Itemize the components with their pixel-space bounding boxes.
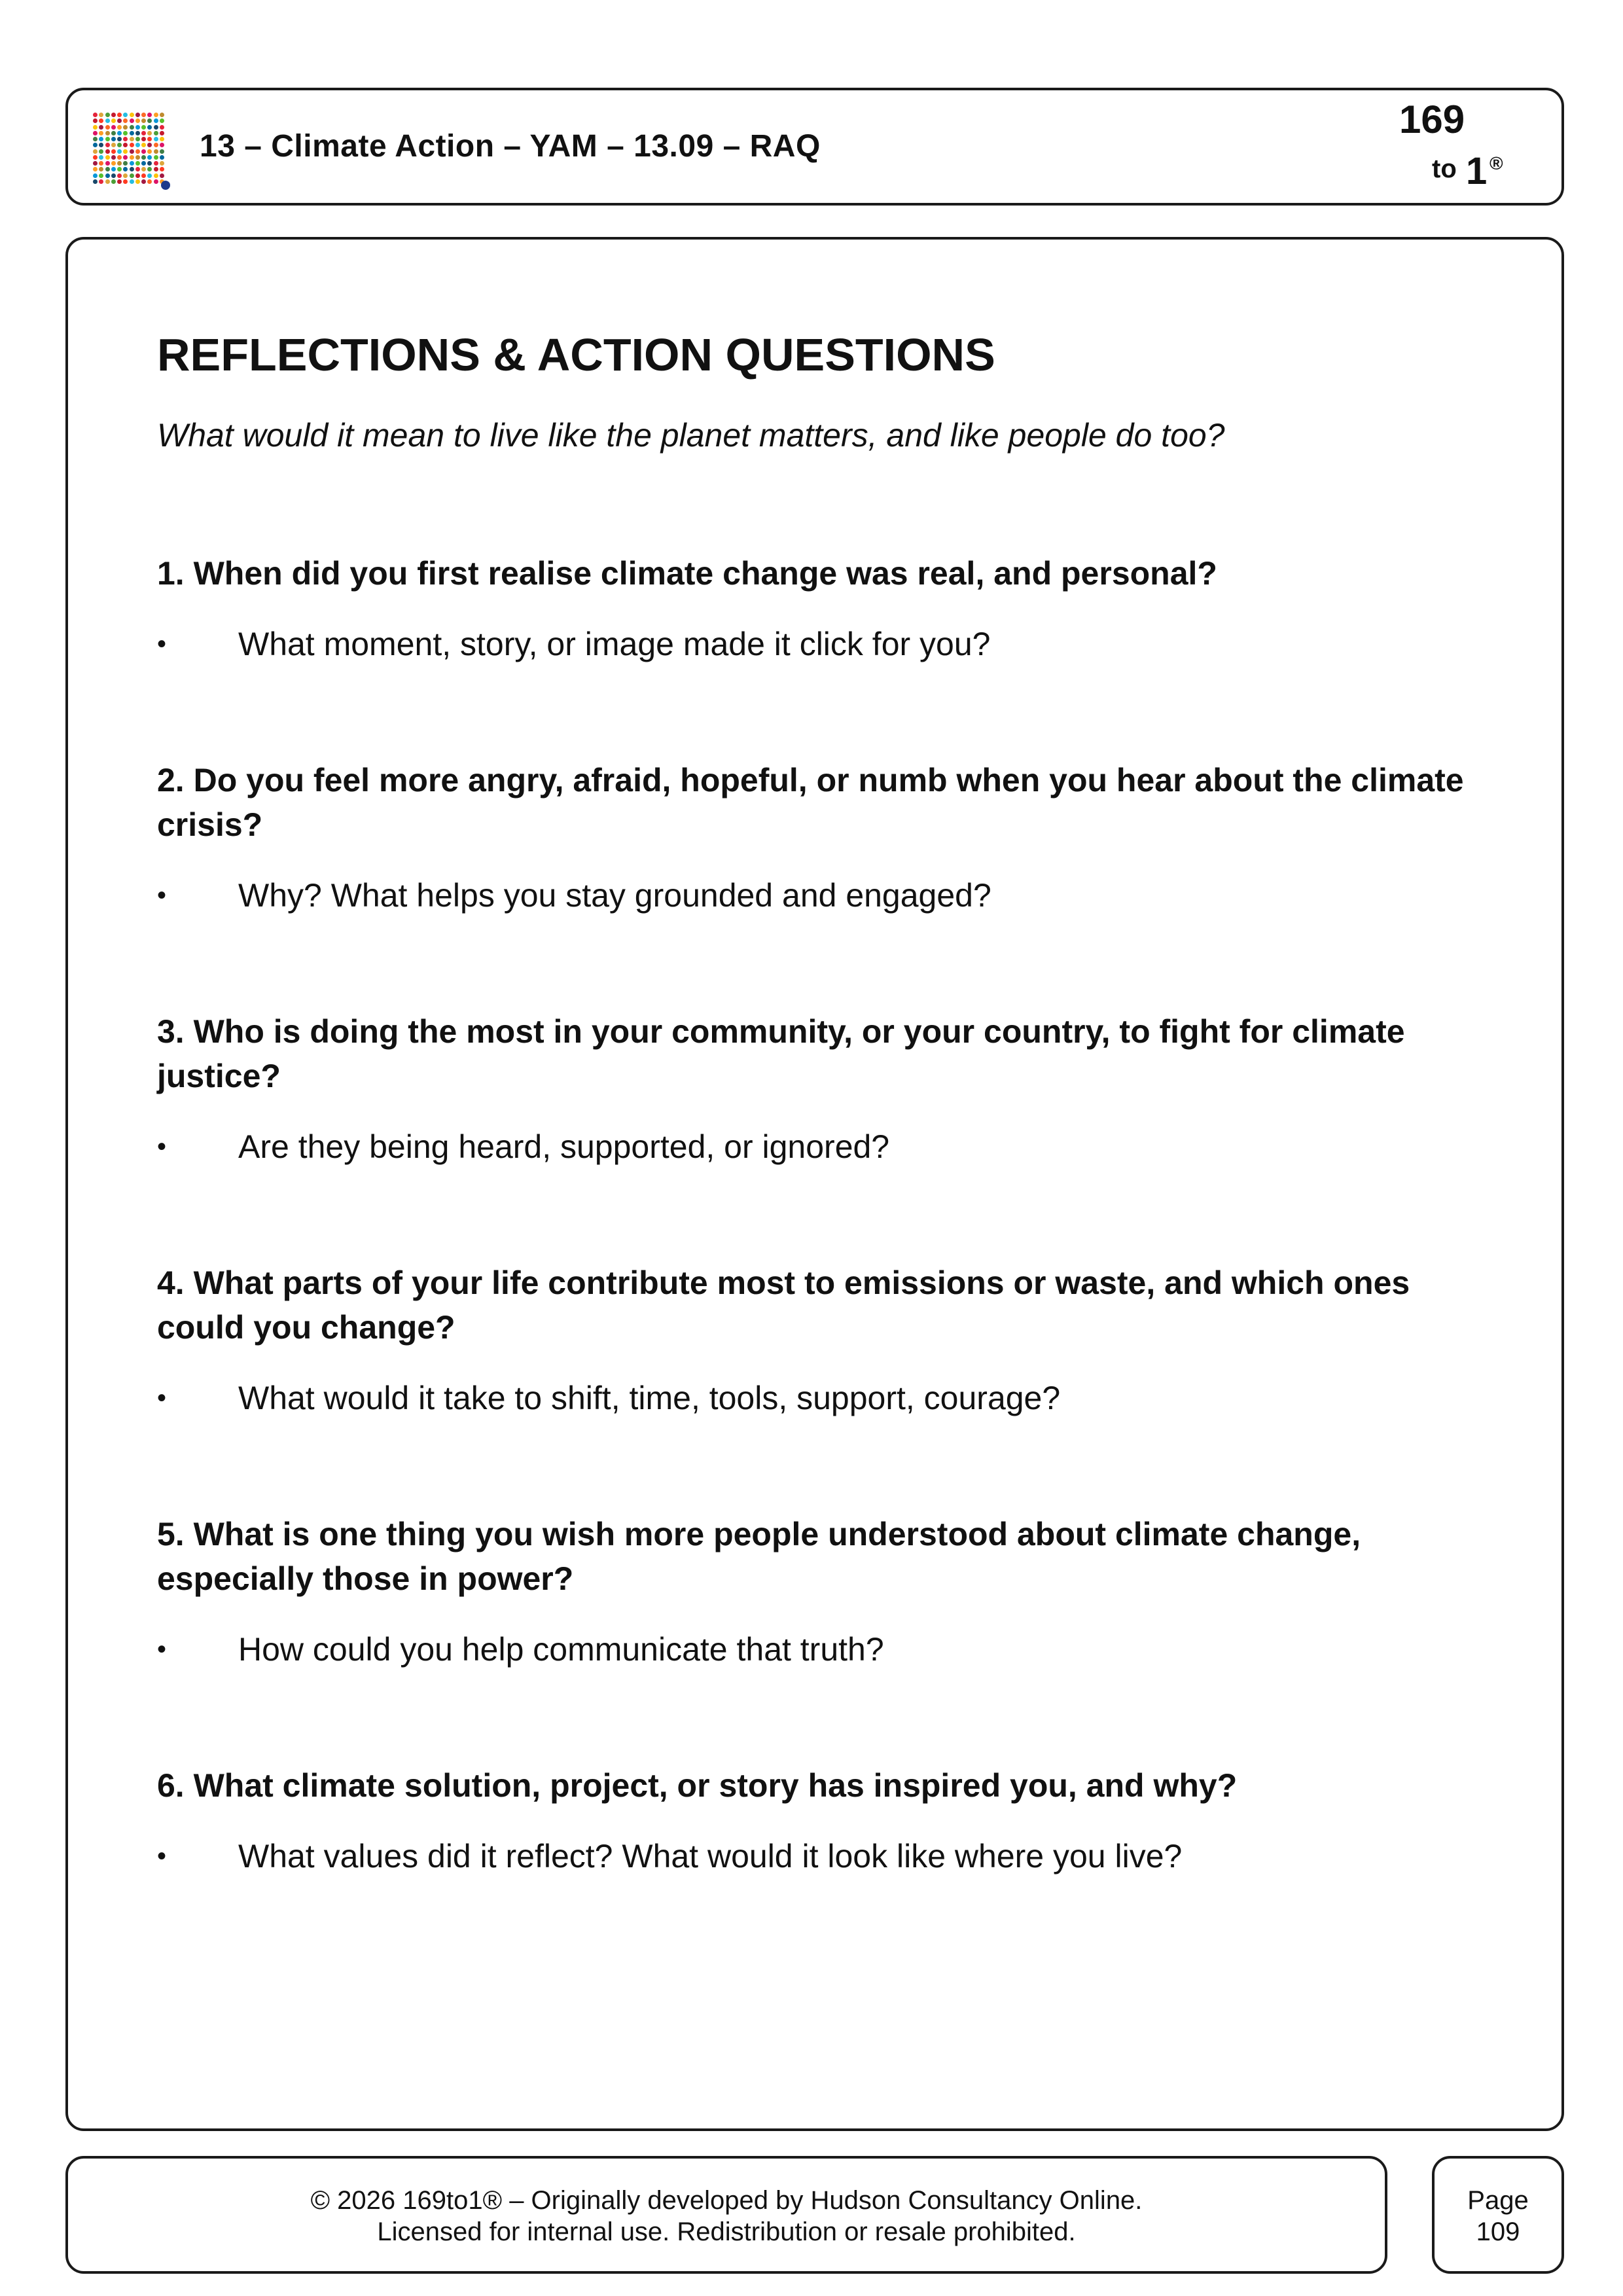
logo-dot-cell: [117, 143, 122, 147]
logo-dot-cell: [111, 125, 116, 130]
logo-dot-cell: [93, 149, 98, 154]
logo-dot-cell: [160, 131, 164, 135]
logo-dot-cell: [147, 113, 152, 117]
bullet-text: Why? What helps you stay grounded and engaged?: [238, 877, 991, 914]
logo-dot-cell: [147, 173, 152, 178]
logo-dot-cell: [154, 155, 158, 160]
logo-dot-cell: [105, 125, 110, 130]
logo-dot-cell: [117, 155, 122, 160]
logo-dot-cell: [105, 173, 110, 178]
logo-dot-cell: [141, 131, 146, 135]
page-title: REFLECTIONS & ACTION QUESTIONS: [157, 329, 995, 380]
logo-dot-cell: [147, 179, 152, 184]
logo-dot-cell: [141, 173, 146, 178]
logo-dot-cell: [117, 137, 122, 141]
bullet-icon: •: [157, 1384, 167, 1412]
logo-dot-cell: [135, 143, 140, 147]
logo-dot-cell: [154, 143, 158, 147]
logo-dot-cell: [117, 173, 122, 178]
logo-dot-cell: [135, 167, 140, 171]
logo-dot-cell: [93, 161, 98, 166]
logo-dot-cell: [154, 125, 158, 130]
logo-dot-cell: [130, 113, 134, 117]
logo-dot-cell: [123, 167, 128, 171]
logo-dot-cell: [99, 143, 103, 147]
logo-dot-cell: [117, 149, 122, 154]
logo-dot-cell: [93, 125, 98, 130]
footer-copyright-box: [65, 2156, 1387, 2274]
logo-dot-cell: [111, 179, 116, 184]
question-heading-4: 4. What parts of your life contribute most to emissions or waste, and which ones could you change?: [157, 1265, 1410, 1346]
logo-dot-cell: [160, 149, 164, 154]
logo-dot-cell: [105, 167, 110, 171]
logo-dot-cell: [135, 161, 140, 166]
brand-number: 169: [1399, 98, 1465, 141]
logo-accent-dot: [161, 181, 170, 190]
logo-dot-cell: [93, 155, 98, 160]
logo-dot-cell: [111, 155, 116, 160]
logo-dot-cell: [160, 118, 164, 123]
logo-dot-cell: [160, 155, 164, 160]
bullet-text: What would it take to shift, time, tools, support, courage?: [238, 1380, 1061, 1416]
logo-dot-cell: [111, 137, 116, 141]
logo-dot-cell: [135, 131, 140, 135]
logo-dot-cell: [147, 143, 152, 147]
footer-copyright-line: © 2026 169to1® – Originally developed by Hudson Consultancy Online.: [310, 2186, 1143, 2215]
logo-dot-cell: [111, 143, 116, 147]
logo-dot-cell: [123, 125, 128, 130]
logo-dot-cell: [130, 179, 134, 184]
logo-dot-cell: [130, 125, 134, 130]
logo-dot-cell: [147, 125, 152, 130]
logo-dot-cell: [130, 161, 134, 166]
page-number-box: [1432, 2156, 1564, 2274]
logo-dot-cell: [93, 173, 98, 178]
question-heading-5: 5. What is one thing you wish more people understood about climate change, especially those in power?: [157, 1516, 1361, 1597]
logo-dot-cell: [99, 161, 103, 166]
logo-dot-cell: [130, 143, 134, 147]
logo-dot-cell: [130, 173, 134, 178]
logo-dot-cell: [123, 161, 128, 166]
logo-dot-cell: [135, 155, 140, 160]
bullet-icon: •: [157, 881, 167, 910]
logo-dot-cell: [93, 167, 98, 171]
logo-dot-cell: [147, 161, 152, 166]
bullet-text: How could you help communicate that truth?: [238, 1631, 884, 1668]
logo-dot-cell: [130, 131, 134, 135]
logo-dot-cell: [154, 173, 158, 178]
bullet-icon: •: [157, 630, 167, 658]
logo-dot-cell: [105, 155, 110, 160]
logo-dot-cell: [141, 113, 146, 117]
logo-dot-cell: [105, 113, 110, 117]
logo-dot-cell: [154, 131, 158, 135]
logo-dot-cell: [135, 179, 140, 184]
logo-dot-cell: [154, 149, 158, 154]
logo-dot-cell: [117, 179, 122, 184]
logo-dot-cell: [111, 173, 116, 178]
logo-dot-cell: [147, 155, 152, 160]
logo-dot-cell: [160, 113, 164, 117]
brand-to: to: [1432, 154, 1457, 183]
logo-dot-cell: [160, 125, 164, 130]
brand-registered-mark: ®: [1489, 153, 1503, 173]
logo-dot-cell: [154, 113, 158, 117]
logo-dot-cell: [147, 137, 152, 141]
logo-dot-cell: [135, 125, 140, 130]
logo-dot-cell: [93, 143, 98, 147]
logo-dot-cell: [160, 161, 164, 166]
logo-dot-cell: [93, 179, 98, 184]
logo-dot-cell: [147, 118, 152, 123]
logo-dot-cell: [135, 137, 140, 141]
logo-dot-cell: [135, 118, 140, 123]
question-heading-6: 6. What climate solution, project, or story has inspired you, and why?: [157, 1767, 1238, 1804]
logo-dot-cell: [105, 137, 110, 141]
bullet-text: What values did it reflect? What would it look like where you live?: [238, 1838, 1183, 1874]
logo-dot-cell: [111, 161, 116, 166]
logo-dot-cell: [93, 131, 98, 135]
logo-dot-cell: [160, 167, 164, 171]
header-title: 13 – Climate Action – YAM – 13.09 – RAQ: [200, 129, 821, 164]
logo-dot-cell: [130, 137, 134, 141]
logo-dot-cell: [99, 155, 103, 160]
page-label: Page: [1467, 2186, 1529, 2215]
logo-dot-cell: [123, 179, 128, 184]
logo-dot-cell: [147, 131, 152, 135]
logo-dot-cell: [117, 167, 122, 171]
logo-dot-cell: [123, 131, 128, 135]
logo-dot-cell: [111, 149, 116, 154]
logo-dot-cell: [111, 167, 116, 171]
logo-dot-cell: [135, 149, 140, 154]
logo-dot-cell: [141, 179, 146, 184]
bullet-text: What moment, story, or image made it click for you?: [238, 626, 991, 662]
page-number: 109: [1476, 2217, 1520, 2246]
logo-dot-cell: [160, 137, 164, 141]
logo-dot-cell: [154, 179, 158, 184]
logo-dot-cell: [99, 149, 103, 154]
logo-dot-cell: [99, 125, 103, 130]
logo-dot-cell: [105, 179, 110, 184]
logo-dot-cell: [93, 137, 98, 141]
logo-dot-cell: [141, 125, 146, 130]
logo-dot-cell: [99, 167, 103, 171]
logo-dot-cell: [123, 149, 128, 154]
logo-dot-cell: [99, 113, 103, 117]
logo-dot-cell: [123, 118, 128, 123]
logo-dot-cell: [123, 143, 128, 147]
bullet-icon: •: [157, 1132, 167, 1161]
logo-dot-cell: [117, 161, 122, 166]
logo-dot-cell: [141, 118, 146, 123]
brand-one: 1: [1466, 150, 1488, 192]
question-heading-3: 3. Who is doing the most in your community, or your country, to fight for climate justice?: [157, 1013, 1405, 1094]
logo-dot-cell: [99, 118, 103, 123]
logo-dot-cell: [130, 155, 134, 160]
logo-dot-cell: [99, 179, 103, 184]
logo-dot-cell: [123, 155, 128, 160]
logo-dot-cell: [147, 149, 152, 154]
logo-dot-cell: [117, 113, 122, 117]
logo-dot-cell: [93, 113, 98, 117]
logo-dot-cell: [111, 113, 116, 117]
logo-dot-cell: [93, 118, 98, 123]
logo-dot-cell: [105, 149, 110, 154]
logo-dot-cell: [99, 137, 103, 141]
logo-dot-cell: [141, 155, 146, 160]
logo-dot-cell: [111, 118, 116, 123]
logo-dot-cell: [105, 118, 110, 123]
logo-dot-cell: [141, 143, 146, 147]
logo-dot-cell: [105, 161, 110, 166]
logo-dot-cell: [130, 118, 134, 123]
footer-license-line: Licensed for internal use. Redistribution or resale prohibited.: [377, 2217, 1076, 2246]
logo-dot-cell: [135, 113, 140, 117]
bullet-text: Are they being heard, supported, or ignored?: [238, 1128, 890, 1165]
question-heading-1: 1. When did you first realise climate change was real, and personal?: [157, 555, 1217, 592]
logo-dot-cell: [160, 143, 164, 147]
logo-dot-cell: [123, 113, 128, 117]
bullet-icon: •: [157, 1842, 167, 1871]
logo-dot-cell: [130, 167, 134, 171]
logo-dot-cell: [105, 131, 110, 135]
sdg-dot-grid-logo-icon: [93, 113, 165, 185]
logo-dot-cell: [147, 167, 152, 171]
logo-dot-cell: [160, 173, 164, 178]
logo-dot-cell: [117, 118, 122, 123]
logo-dot-cell: [141, 167, 146, 171]
question-heading-2: 2. Do you feel more angry, afraid, hopeful, or numb when you hear about the climate crisis?: [157, 762, 1464, 843]
logo-dot-cell: [154, 167, 158, 171]
logo-dot-cell: [154, 118, 158, 123]
logo-dot-cell: [99, 173, 103, 178]
logo-dot-cell: [141, 161, 146, 166]
page-subtitle: What would it mean to live like the planet matters, and like people do too?: [157, 417, 1225, 454]
logo-dot-cell: [123, 173, 128, 178]
logo-dot-cell: [154, 137, 158, 141]
logo-dot-cell: [141, 137, 146, 141]
logo-dot-cell: [117, 125, 122, 130]
bullet-icon: •: [157, 1635, 167, 1664]
logo-dot-cell: [154, 161, 158, 166]
logo-dot-cell: [135, 173, 140, 178]
logo-dot-cell: [123, 137, 128, 141]
logo-dot-cell: [117, 131, 122, 135]
logo-dot-cell: [130, 149, 134, 154]
logo-dot-cell: [111, 131, 116, 135]
logo-dot-cell: [105, 143, 110, 147]
logo-dot-cell: [141, 149, 146, 154]
logo-dot-cell: [99, 131, 103, 135]
